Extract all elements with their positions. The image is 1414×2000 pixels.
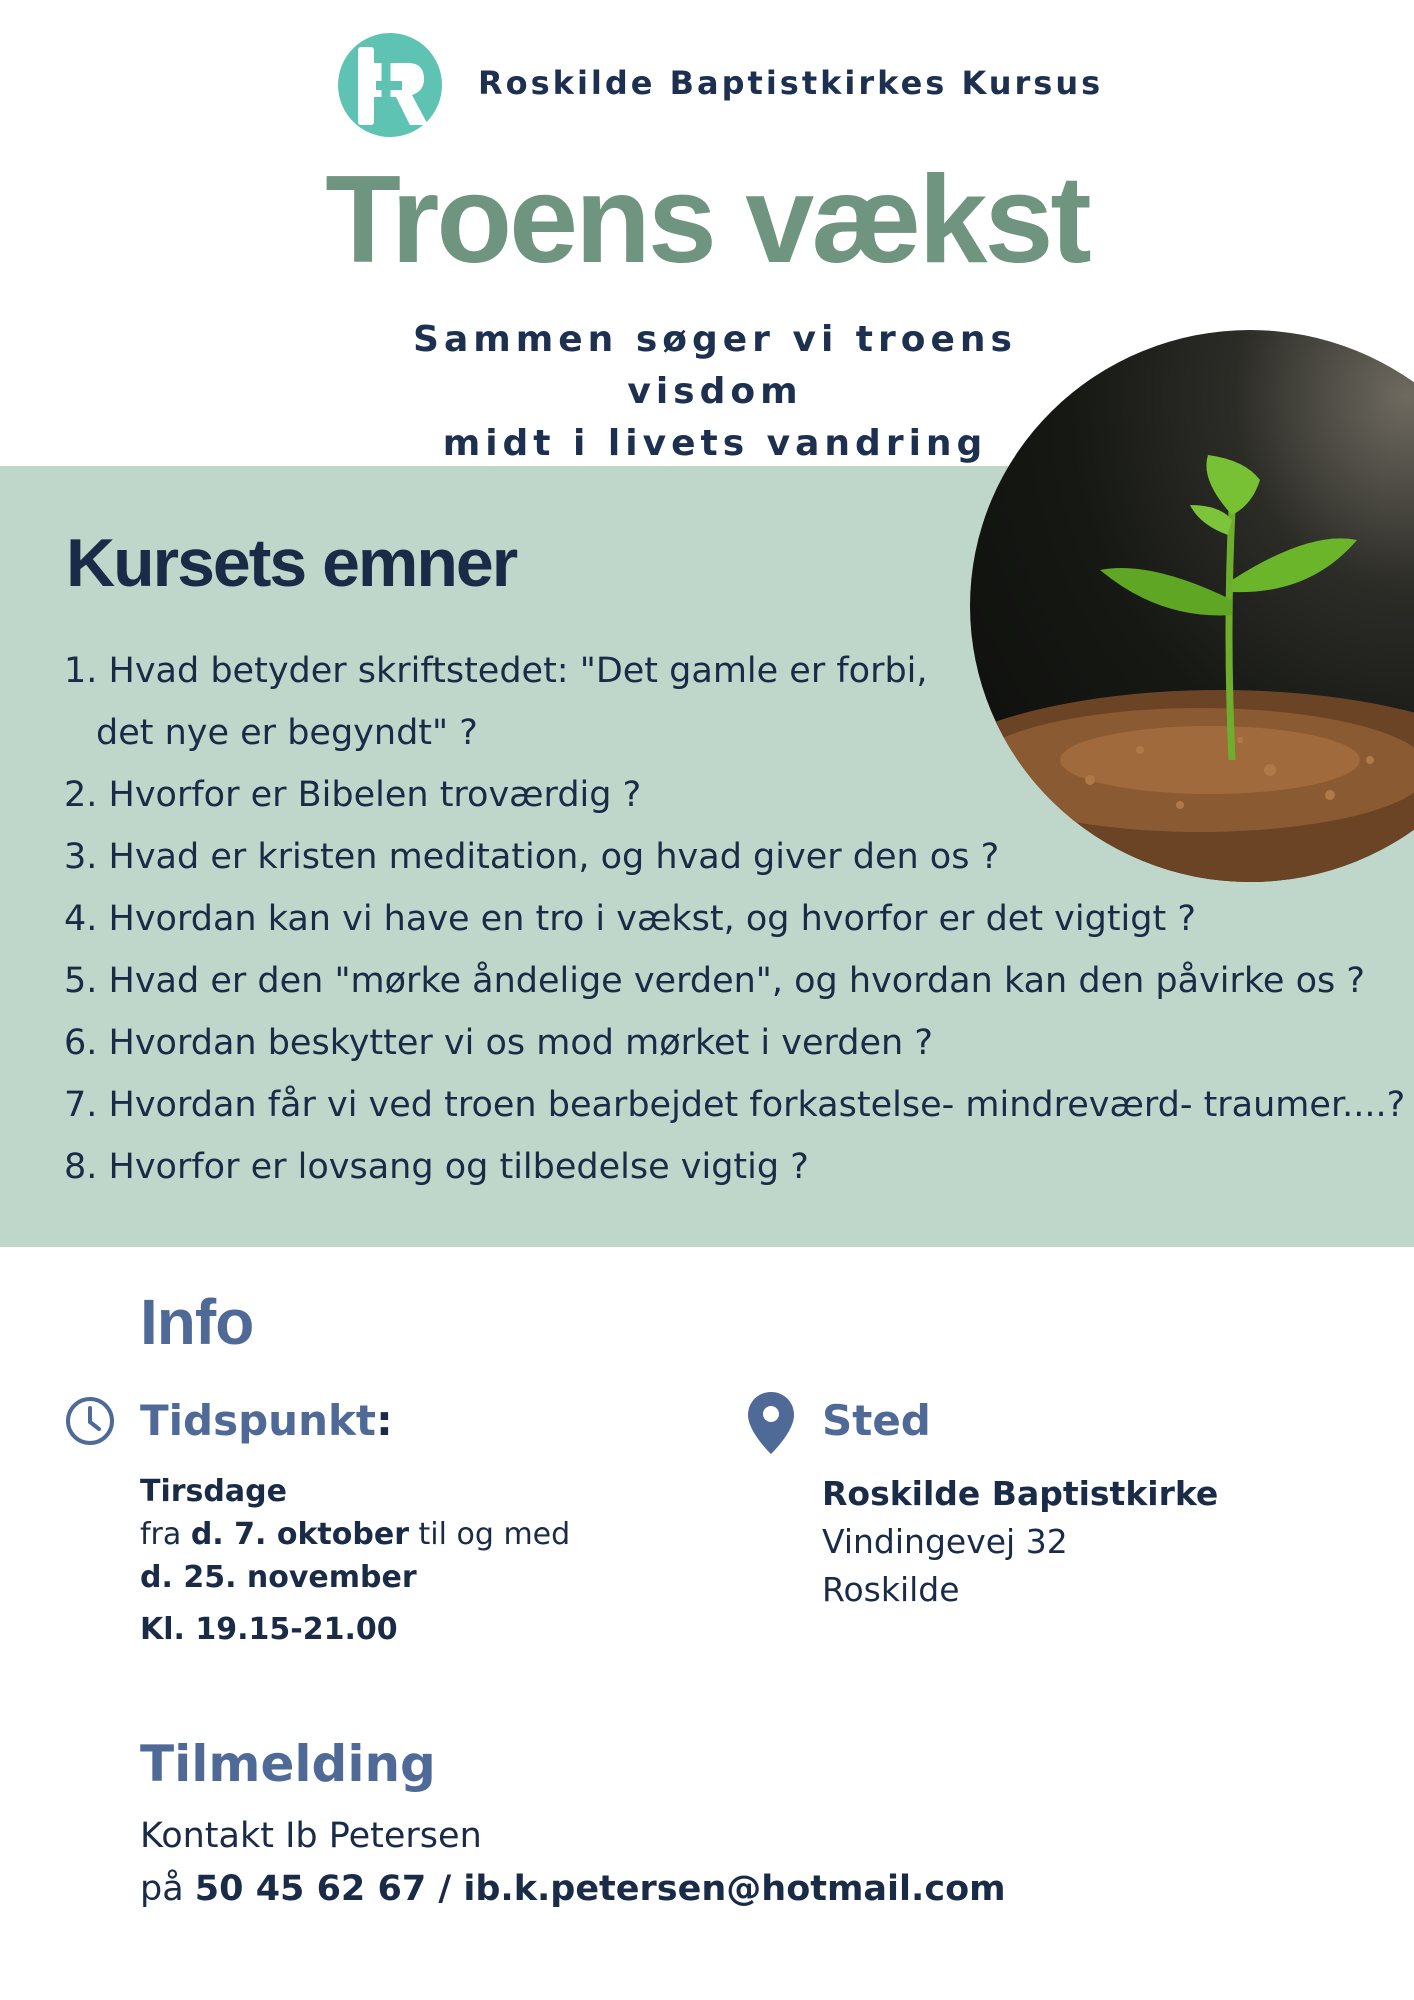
phone-number: 50 45 62 67 [194,1869,427,1909]
topics-heading: Kursets emner [66,525,517,601]
place-name [822,1470,1218,1518]
from-prefix: fra [140,1517,191,1552]
place-details [822,1470,1218,1614]
place-name-text: Roskilde Baptistkirke [822,1474,1219,1513]
page-title: Troens vækst [325,151,1089,289]
info-heading: Info [140,1286,254,1358]
list-item: 5. Hvad er den "mørke åndelige verden", og hvordan kan den påvirke os ? [64,961,1365,1001]
church-cross-logo-icon [338,33,442,137]
signup-heading: Tilmelding [140,1735,436,1793]
signup-prefix: på [140,1869,195,1909]
place-street: Vindingevej 32 [822,1522,1068,1561]
signup-details [140,1810,1006,1916]
location-pin-icon [748,1392,794,1454]
list-item [64,640,1414,764]
topic-1-line-1: 1. Hvad betyder skriftstedet: "Det gamle er forbi, [64,651,928,691]
time-heading-colon: : [375,1396,393,1445]
to-date: d. 25. november [140,1560,417,1595]
signup-contact-line [140,1863,1006,1916]
signup-contact: Kontakt Ib Petersen [140,1816,482,1856]
list-item: 3. Hvad er kristen meditation, og hvad giver den os ? [64,837,1000,877]
subtitle [330,314,1100,470]
topics-list [64,640,1414,1198]
subtitle-line-1: Sammen søger vi troens visdom [413,319,1017,412]
list-item: 7. Hvordan får vi ved troen bearbejdet forkastelse- mindreværd- traumer....? [64,1085,1406,1125]
time-days [140,1470,570,1513]
subtitle-line-2: midt i livets vandring [442,423,988,464]
until-text: til og med [409,1517,571,1552]
list-item: 4. Hvordan kan vi have en tro i vækst, og hvorfor er det vigtigt ? [64,899,1196,939]
list-item: 2. Hvorfor er Bibelen troværdig ? [64,775,642,815]
days-text: Tirsdage [140,1474,287,1509]
list-item: 8. Hvorfor er lovsang og tilbedelse vigtig ? [64,1147,809,1187]
time-heading [140,1396,393,1445]
time-range [140,1513,570,1556]
time-details [140,1470,570,1599]
organization-name: Roskilde Baptistkirkes Kursus [478,64,1104,102]
contact-separator: / [426,1869,464,1909]
clock-icon [64,1395,116,1447]
time-heading-label: Tidspunkt [140,1396,376,1445]
topic-1-line-2: det nye er begyndt" ? [96,713,478,753]
place-heading: Sted [822,1396,931,1445]
time-end [140,1556,570,1599]
time-hours: Kl. 19.15-21.00 [140,1612,398,1647]
from-date: d. 7. oktober [190,1517,409,1552]
list-item: 6. Hvordan beskytter vi os mod mørket i verden ? [64,1023,933,1063]
place-city: Roskilde [822,1570,960,1609]
email-address: ib.k.petersen@hotmail.com [463,1869,1006,1909]
